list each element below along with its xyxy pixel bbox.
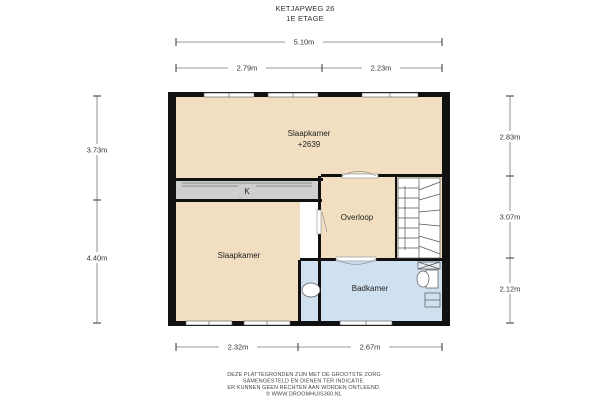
dimension-label-top-right: 2.23m: [370, 63, 392, 73]
room-label-bathroom: Badkamer: [351, 284, 389, 293]
dimension-label-right-lower: 2.12m: [499, 284, 521, 294]
room-label-bedroom-bottom: Slaapkamer: [217, 251, 261, 260]
staircase: [398, 178, 440, 258]
dimension-label-right-middle: 3.07m: [499, 212, 521, 222]
sink: [302, 283, 320, 297]
room-label-landing: Overloop: [340, 213, 374, 222]
dimension-label-left-lower: 4.40m: [86, 253, 108, 263]
plan-floor-label: 1E ETAGE: [286, 14, 324, 23]
disclaimer-line-2: SAMENGESTELD EN DIENEN TER INDICATIE.: [242, 378, 366, 385]
room-bedroom-bottom: [176, 200, 300, 323]
disclaimer-line-1: DEZE PLATTEGRONDEN ZIJN MET DE GROOTSTE ZORG: [227, 372, 381, 378]
toilet-bowl: [417, 271, 429, 287]
dimension-top-split: [176, 62, 442, 73]
disclaimer-line-4: © WWW.DROOMHUIS360.NL: [265, 391, 343, 398]
dimension-total-width: [176, 36, 442, 47]
room-bedroom-top: [176, 96, 442, 180]
disclaimer-line-3: ER KUNNEN GEEN RECHTEN AAN WORDEN ONTLEEND.: [227, 385, 381, 391]
windows-bottom: [186, 321, 392, 325]
plan-address: KETJAPWEG 26: [275, 4, 335, 13]
room-label-bedroom-top: Slaapkamer: [287, 129, 331, 138]
dimension-label-bottom-right: 2.67m: [359, 342, 381, 352]
dimension-label-total: 5.10m: [293, 37, 315, 47]
dimension-label-right-upper: 2.83m: [499, 132, 521, 142]
windows-top: [204, 93, 418, 97]
dimension-bottom: [176, 341, 442, 352]
dimension-label-bottom-left: 2.32m: [227, 342, 249, 352]
room-label-closet: K: [244, 187, 250, 196]
dimension-label-left-upper: 3.73m: [86, 145, 108, 155]
dimension-label-top-left: 2.79m: [236, 63, 258, 73]
dimension-left: [79, 96, 115, 323]
disclaimer: [227, 372, 380, 398]
dimension-right: [492, 96, 528, 323]
room-label-bedroom-top-height: +2639: [297, 140, 321, 149]
